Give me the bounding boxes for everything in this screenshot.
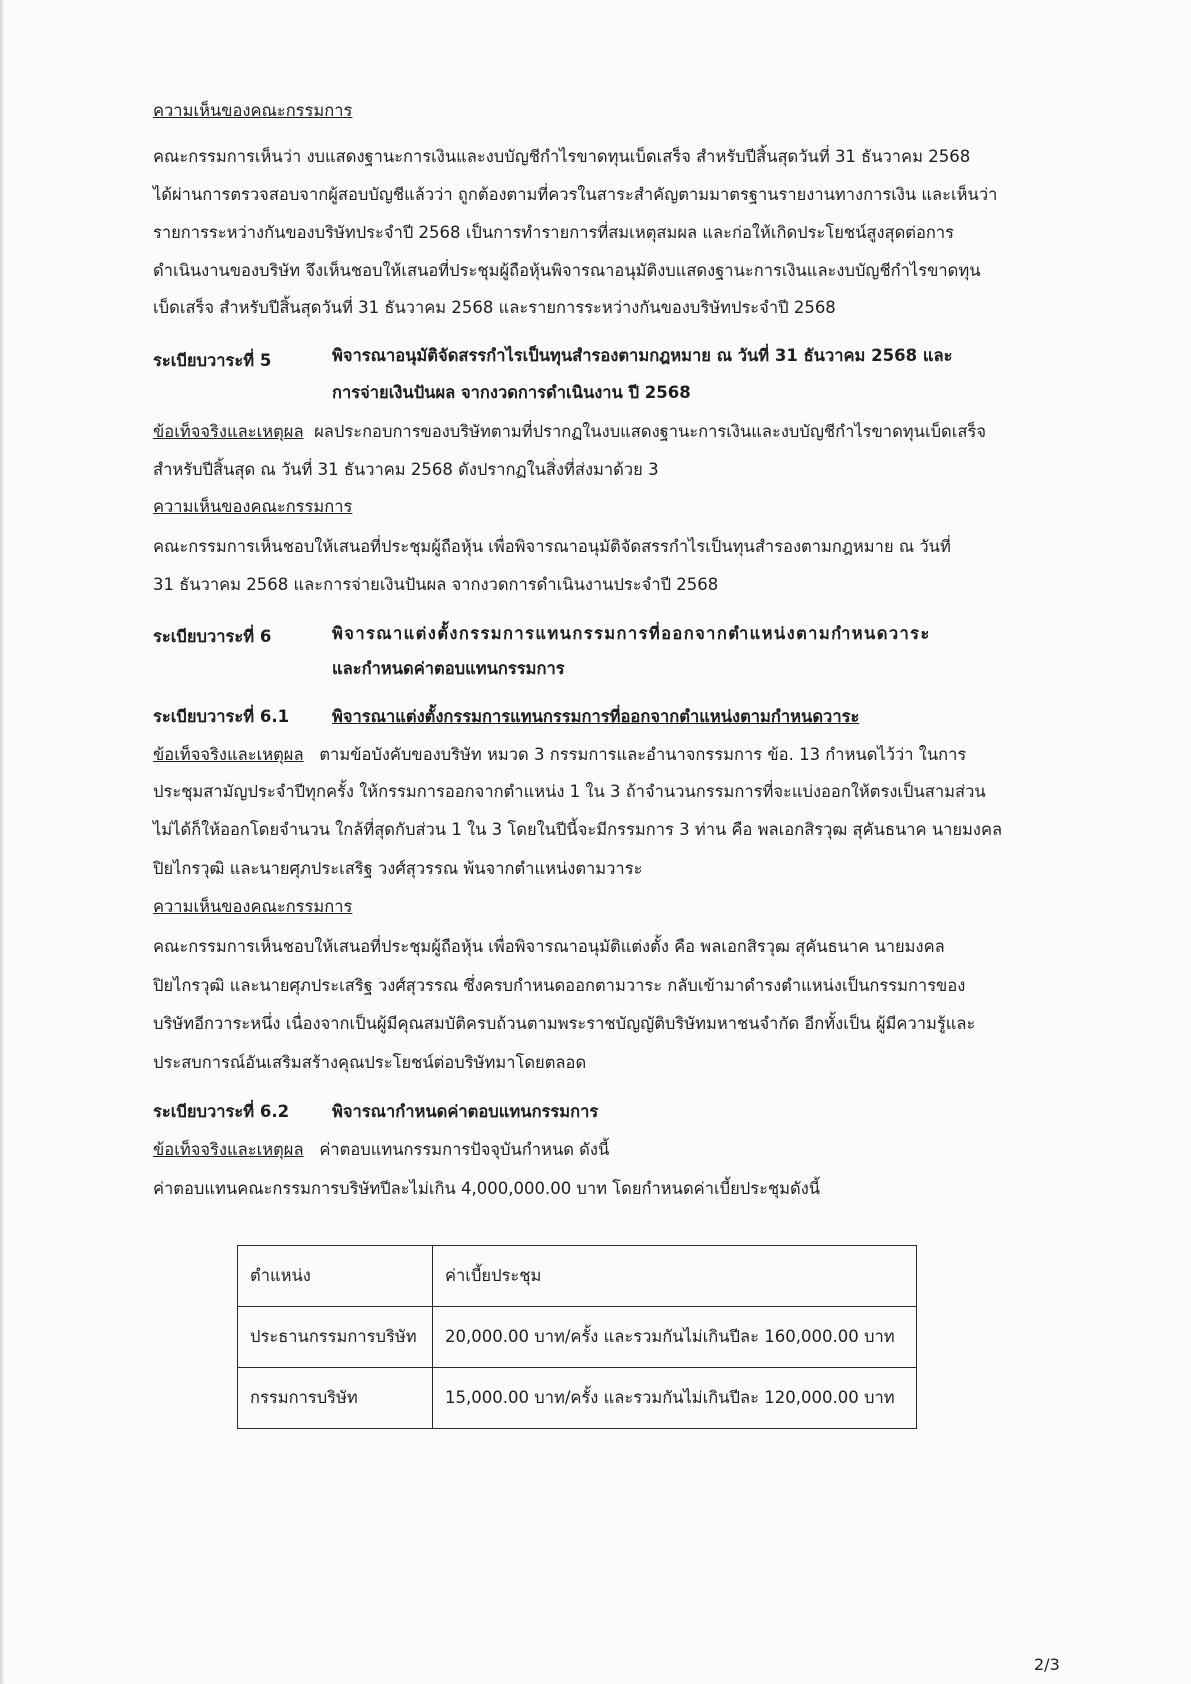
paragraph-line: ปิยไกรวุฒิ และนายศุภประเสริฐ วงศ์สุวรรณ ซึ่งครบกำหนดออกตามวาระ กลับเข้ามาดำรงตำแหน่งเป็นกรรมการของ (153, 976, 966, 995)
agenda-5-title: การจ่ายเงินปันผล จากงวดการดำเนินงาน ปี 2568 (332, 383, 691, 402)
paragraph-line: 31 ธันวาคม 2568 และการจ่ายเงินปันผล จากงวดการดำเนินงานประจำปี 2568 (153, 575, 719, 594)
header-cell: ค่าเบี้ยประชุม (433, 1246, 917, 1307)
facts-label: ข้อเท็จจริงและเหตุผล (153, 1140, 304, 1159)
paragraph-line: ได้ผ่านการตรวจสอบจากผู้สอบบัญชีแล้วว่า ถูกต้องตามที่ควรในสาระสำคัญตามมาตรฐานรายงานทางการเงิน และเห็นว่า (153, 185, 998, 204)
agenda-6-2-label: ระเบียบวาระที่ 6.2 (153, 1102, 290, 1121)
facts-label: ข้อเท็จจริงและเหตุผล (153, 422, 304, 441)
agenda-5-title: พิจารณาอนุมัติจัดสรรกำไรเป็นทุนสำรองตามกฎหมาย ณ วันที่ 31 ธันวาคม 2568 และ (332, 346, 953, 365)
paragraph-line: ประสบการณ์อันเสริมสร้างคุณประโยชน์ต่อบริษัทมาโดยตลอด (153, 1053, 587, 1072)
table-header-row (238, 1246, 917, 1307)
paragraph-line: สำหรับปีสิ้นสุด ณ วันที่ 31 ธันวาคม 2568 ดังปรากฏในสิ่งที่ส่งมาด้วย 3 (153, 460, 659, 479)
section-heading: ความเห็นของคณะกรรมการ (153, 497, 353, 516)
agenda-6-1-title: พิจารณาแต่งตั้งกรรมการแทนกรรมการที่ออกจากตำแหน่งตามกำหนดวาระ (332, 707, 860, 726)
facts-line (153, 743, 1073, 767)
paragraph-line: ปิยไกรวุฒิ และนายศุภประเสริฐ วงศ์สุวรรณ พ้นจากตำแหน่งตามวาระ (153, 859, 643, 878)
page-number: 2/3 (1034, 1655, 1060, 1674)
facts-line (153, 420, 1073, 444)
position-cell: ประธานกรรมการบริษัท (238, 1307, 433, 1368)
paragraph-line: ไม่ได้ก็ให้ออกโดยจำนวน ใกล้ที่สุดกับส่วน 1 ใน 3 โดยในปีนี้จะมีกรรมการ 3 ท่าน คือ พลเอกสิรวุฒ สุคันธนาค นายมงคล (153, 820, 1003, 839)
agenda-6-2-title: พิจารณากำหนดค่าตอบแทนกรรมการ (332, 1102, 599, 1121)
paragraph-line: เบ็ดเสร็จ สำหรับปีสิ้นสุดวันที่ 31 ธันวาคม 2568 และรายการระหว่างกันของบริษัทประจำปี 2568 (153, 298, 836, 317)
facts-line (153, 1138, 1073, 1162)
paragraph-line: ดำเนินงานของบริษัท จึงเห็นชอบให้เสนอที่ประชุมผู้ถือหุ้นพิจารณาอนุมัติงบแสดงฐานะการเงินและงบบัญชีกำไรขาดทุน (153, 261, 981, 280)
table-row (238, 1307, 917, 1368)
agenda-6-1-label: ระเบียบวาระที่ 6.1 (153, 707, 290, 726)
agenda-6-title: และกำหนดค่าตอบแทนกรรมการ (332, 659, 565, 678)
paragraph-line: รายการระหว่างกันของบริษัทประจำปี 2568 เป็นการทำรายการที่สมเหตุสมผล และก่อให้เกิดประโยชน์สูงสุดต่อการ (153, 223, 955, 242)
section-heading: ความเห็นของคณะกรรมการ (153, 897, 353, 916)
agenda-6-label: ระเบียบวาระที่ 6 (153, 627, 272, 646)
fee-cell: 15,000.00 บาท/ครั้ง และรวมกันไม่เกินปีละ 120,000.00 บาท (433, 1368, 917, 1429)
facts-label: ข้อเท็จจริงและเหตุผล (153, 745, 304, 764)
facts-text: ค่าตอบแทนกรรมการปัจจุบันกำหนด ดังนี้ (319, 1140, 610, 1159)
paragraph-line: คณะกรรมการเห็นว่า งบแสดงฐานะการเงินและงบบัญชีกำไรขาดทุนเบ็ดเสร็จ สำหรับปีสิ้นสุดวันที่ 31 ธันวาคม 2568 (153, 147, 971, 166)
facts-text: ผลประกอบการของบริษัทตามที่ปรากฏในงบแสดงฐานะการเงินและงบบัญชีกำไรขาดทุนเบ็ดเสร็จ (314, 422, 987, 441)
agenda-5-label: ระเบียบวาระที่ 5 (153, 351, 272, 370)
header-cell: ตำแหน่ง (238, 1246, 433, 1307)
paragraph-line: ค่าตอบแทนคณะกรรมการบริษัทปีละไม่เกิน 4,000,000.00 บาท โดยกำหนดค่าเบี้ยประชุมดังนี้ (153, 1179, 821, 1198)
paragraph-line: บริษัทอีกวาระหนึ่ง เนื่องจากเป็นผู้มีคุณสมบัติครบถ้วนตามพระราชบัญญัติบริษัทมหาชนจำกัด อีกทั้งเป็น ผู้มีความรู้และ (153, 1014, 976, 1033)
facts-text: ตามข้อบังคับของบริษัท หมวด 3 กรรมการและอำนาจกรรมการ ข้อ. 13 กำหนดไว้ว่า ในการ (319, 745, 967, 764)
agenda-6-title: พิจารณาแต่งตั้งกรรมการแทนกรรมการที่ออกจากตำแหน่งตามกำหนดวาระ (332, 624, 931, 643)
position-cell: กรรมการบริษัท (238, 1368, 433, 1429)
paragraph-line: คณะกรรมการเห็นชอบให้เสนอที่ประชุมผู้ถือหุ้น เพื่อพิจารณาอนุมัติแต่งตั้ง คือ พลเอกสิรวุฒ สุคันธนาค นายมงคล (153, 937, 945, 956)
table-row (238, 1368, 917, 1429)
paragraph-line: คณะกรรมการเห็นชอบให้เสนอที่ประชุมผู้ถือหุ้น เพื่อพิจารณาอนุมัติจัดสรรกำไรเป็นทุนสำรองตามกฎหมาย ณ วันที่ (153, 537, 951, 556)
meeting-fee-table (237, 1245, 917, 1429)
section-heading: ความเห็นของคณะกรรมการ (153, 101, 353, 120)
paragraph-line: ประชุมสามัญประจำปีทุกครั้ง ให้กรรมการออกจากตำแหน่ง 1 ใน 3 ถ้าจำนวนกรรมการที่จะแบ่งออกให้ตรงเป็นสามส่วน (153, 782, 986, 801)
fee-cell: 20,000.00 บาท/ครั้ง และรวมกันไม่เกินปีละ 160,000.00 บาท (433, 1307, 917, 1368)
